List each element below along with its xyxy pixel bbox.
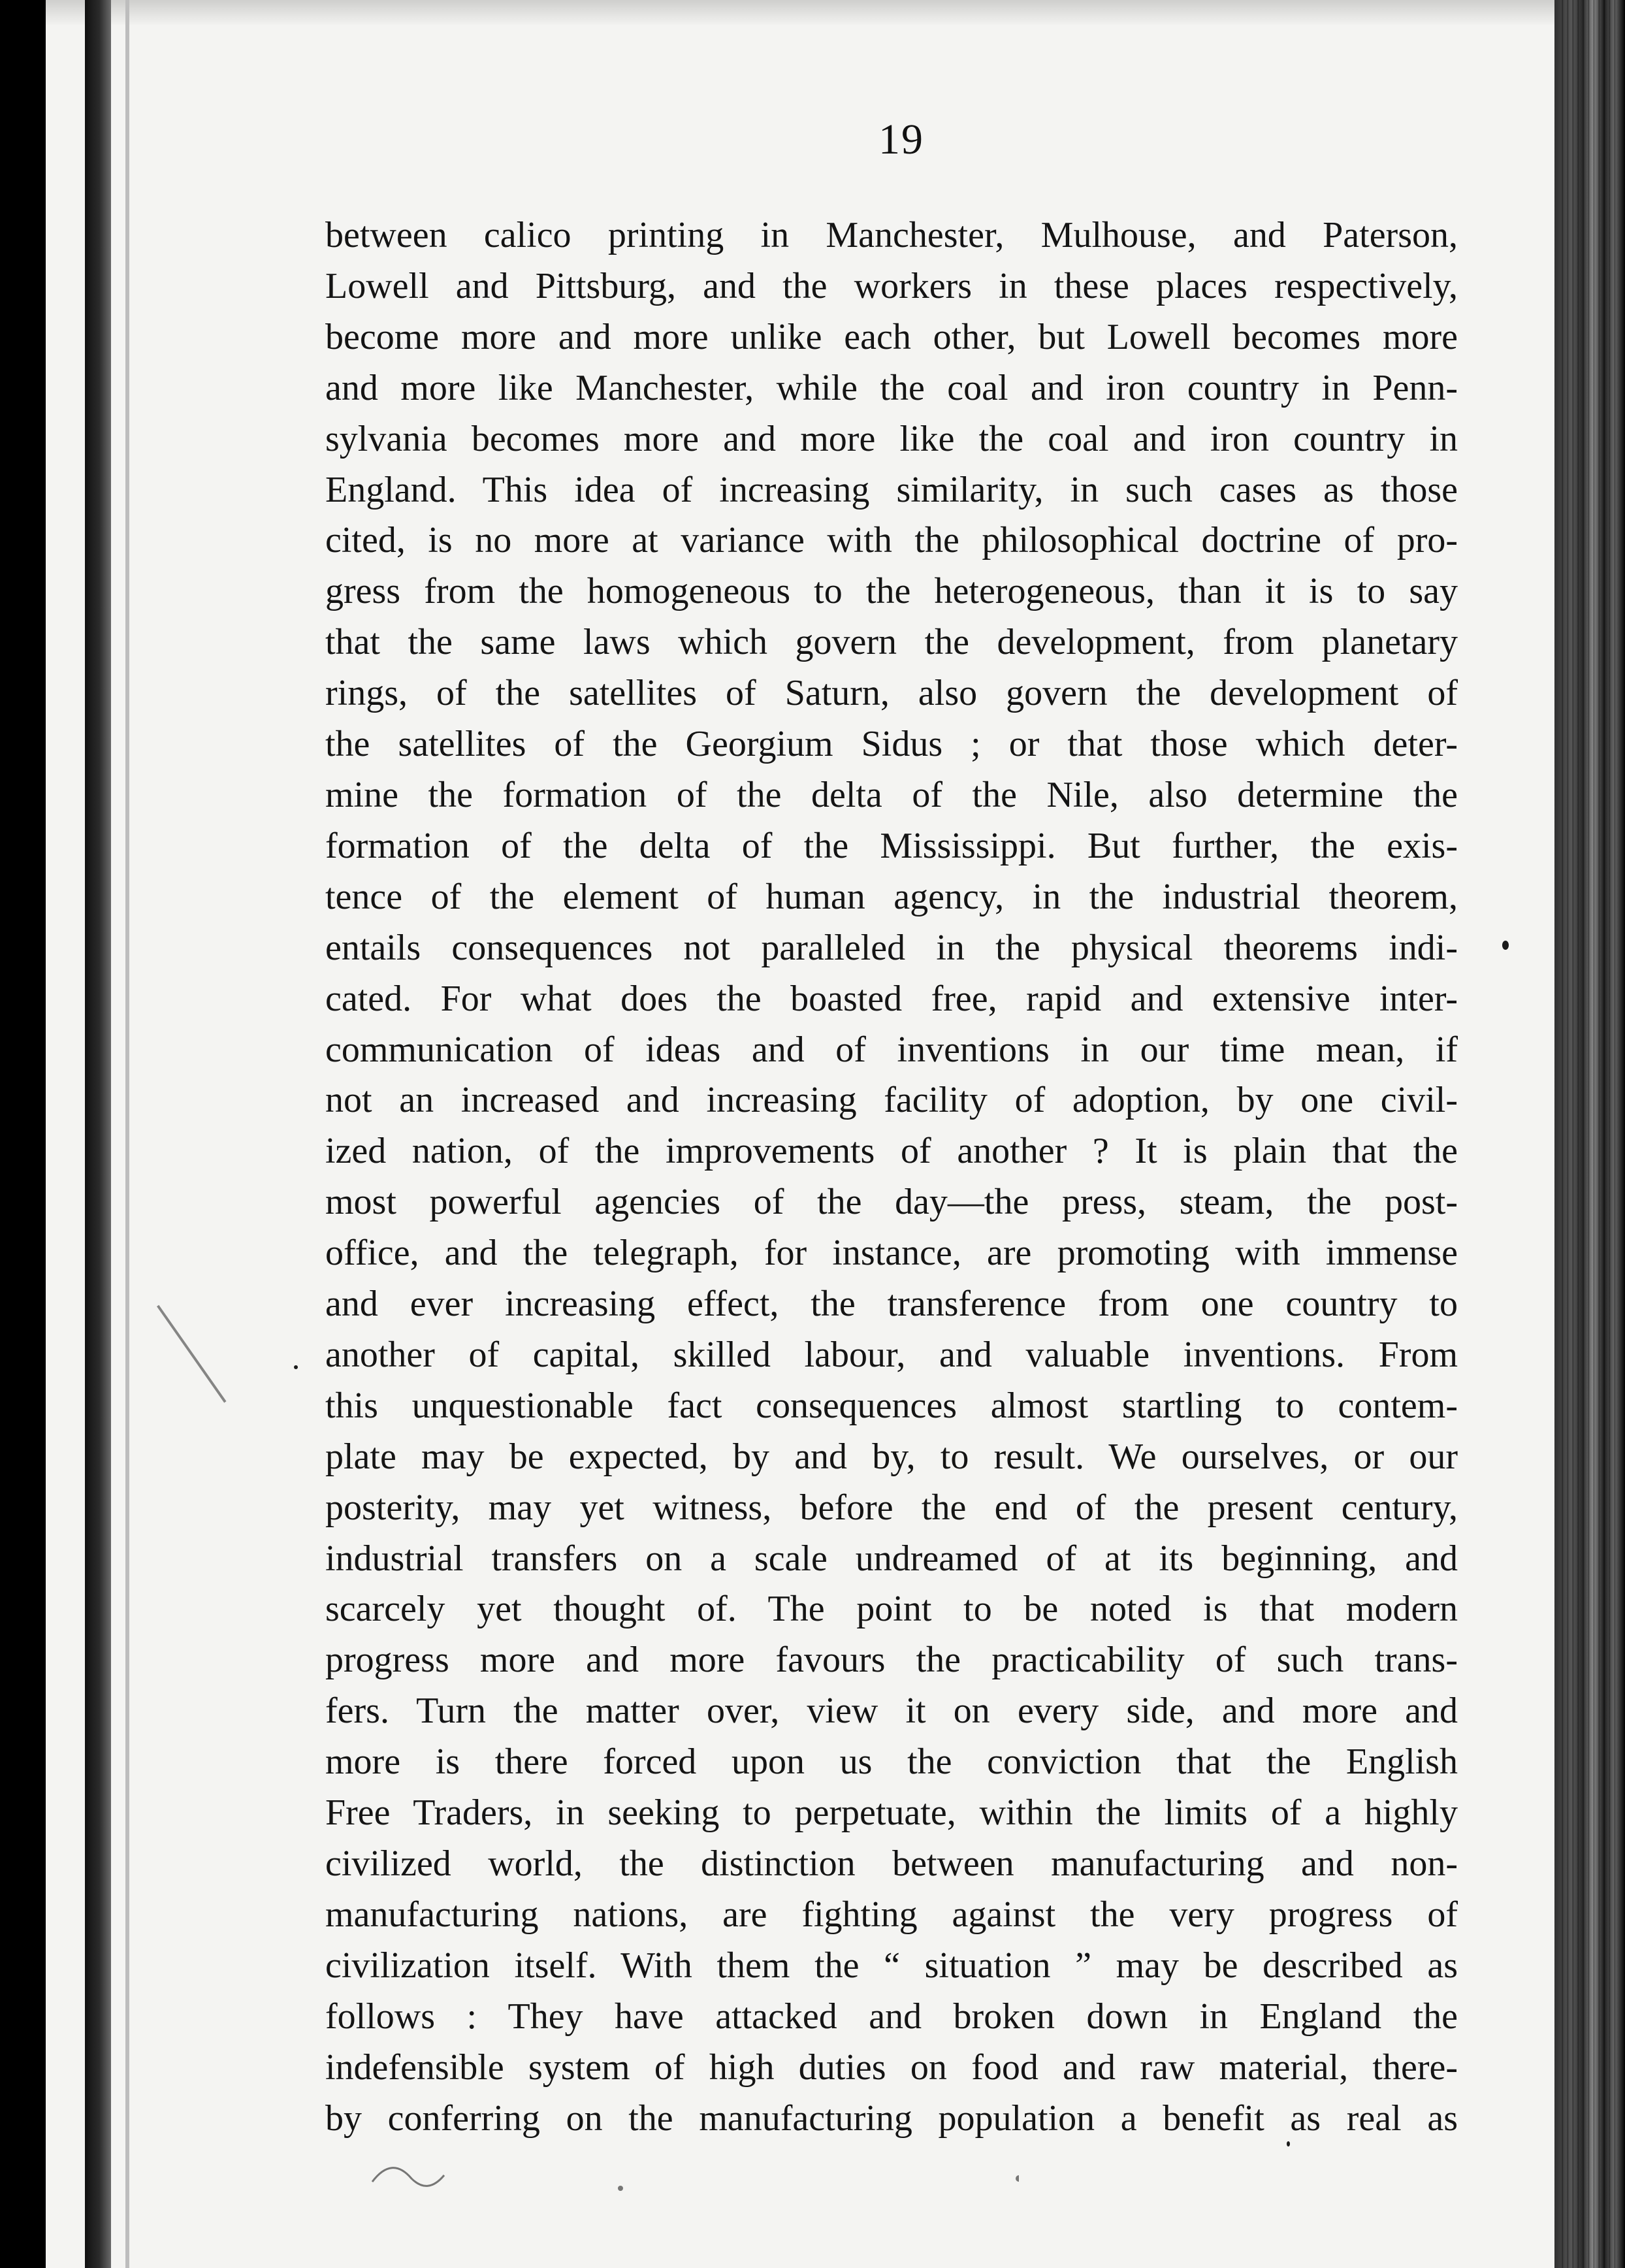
text-line: office, and the telegraph, for instance, are promoting with immense	[325, 1233, 1458, 1274]
text-line: between calico printing in Manchester, Mulhouse, and Paterson,	[325, 215, 1458, 255]
text-line: entails consequences not paralleled in the physical theorems indi-	[325, 927, 1458, 968]
bottom-ink-marks	[366, 2143, 1019, 2221]
gutter-edge-line	[125, 0, 129, 2268]
text-line: cated. For what does the boasted free, rapid and extensive inter-	[325, 978, 1458, 1019]
text-line: another of capital, skilled labour, and valuable inventions. From	[325, 1334, 1458, 1375]
text-line: indefensible system of high duties on food and raw material, there-	[325, 2047, 1458, 2088]
text-line: posterity, may yet witness, before the end of the present century,	[325, 1487, 1458, 1528]
text-line: by conferring on the manufacturing population a benefit as real as	[325, 2098, 1458, 2139]
text-line: the satellites of the Georgium Sidus ; or that those which deter-	[325, 724, 1458, 765]
text-line: that the same laws which govern the development, from planetary	[325, 622, 1458, 663]
page-top-shadow	[46, 0, 1554, 26]
text-line: progress more and more favours the practicability of such trans-	[325, 1640, 1458, 1681]
page-number: 19	[878, 116, 924, 163]
text-line: England. This idea of increasing similarity, in such cases as those	[325, 469, 1458, 510]
text-line: industrial transfers on a scale undreamed of at its beginning, and	[325, 1538, 1458, 1579]
text-line: civilized world, the distinction between manufacturing and non-	[325, 1843, 1458, 1884]
page-stack-lines	[1558, 0, 1617, 2268]
text-line: fers. Turn the matter over, view it on every side, and more and	[325, 1691, 1458, 1732]
text-line: more is there forced upon us the conviction that the English	[325, 1742, 1458, 1783]
text-line: Lowell and Pittsburg, and the workers in these places respectively,	[325, 265, 1458, 306]
text-line: cited, is no more at variance with the philosophical doctrine of pro-	[325, 520, 1458, 561]
text-line: and more like Manchester, while the coal and iron country in Penn-	[325, 367, 1458, 408]
text-line: formation of the delta of the Mississippi. But further, the exis-	[325, 825, 1458, 866]
text-line: this unquestionable fact consequences almost startling to contem-	[325, 1385, 1458, 1426]
text-line: manufacturing nations, are fighting against the very progress of	[325, 1894, 1458, 1935]
text-line: rings, of the satellites of Saturn, also govern the development of	[325, 673, 1458, 714]
text-line: most powerful agencies of the day—the press, steam, the post-	[325, 1182, 1458, 1223]
text-line: Free Traders, in seeking to perpetuate, within the limits of a highly	[325, 1792, 1458, 1834]
text-line: sylvania becomes more and more like the coal and iron country in	[325, 418, 1458, 459]
text-line: and ever increasing effect, the transference from one country to	[325, 1284, 1458, 1325]
text-line: not an increased and increasing facility of adoption, by one civil-	[325, 1080, 1458, 1121]
text-line: communication of ideas and of inventions in our time mean, if	[325, 1029, 1458, 1070]
text-line: plate may be expected, by and by, to result. We ourselves, or our	[325, 1436, 1458, 1477]
body-text	[325, 210, 1458, 2144]
text-line: scarcely yet thought of. The point to be noted is that modern	[325, 1589, 1458, 1630]
text-line: gress from the homogeneous to the heterogeneous, than it is to say	[325, 571, 1458, 612]
text-line: mine the formation of the delta of the Nile, also determine the	[325, 774, 1458, 815]
text-line: follows : They have attacked and broken down in England the	[325, 1996, 1458, 2037]
text-line: become more and more unlike each other, but Lowell becomes more	[325, 316, 1458, 357]
text-line: tence of the element of human agency, in the industrial theorem,	[325, 876, 1458, 917]
text-line: ized nation, of the improvements of another ? It is plain that the	[325, 1131, 1458, 1172]
binding-gutter	[85, 0, 111, 2268]
text-line: civilization itself. With them the “ situation ” may be described as	[325, 1945, 1458, 1986]
